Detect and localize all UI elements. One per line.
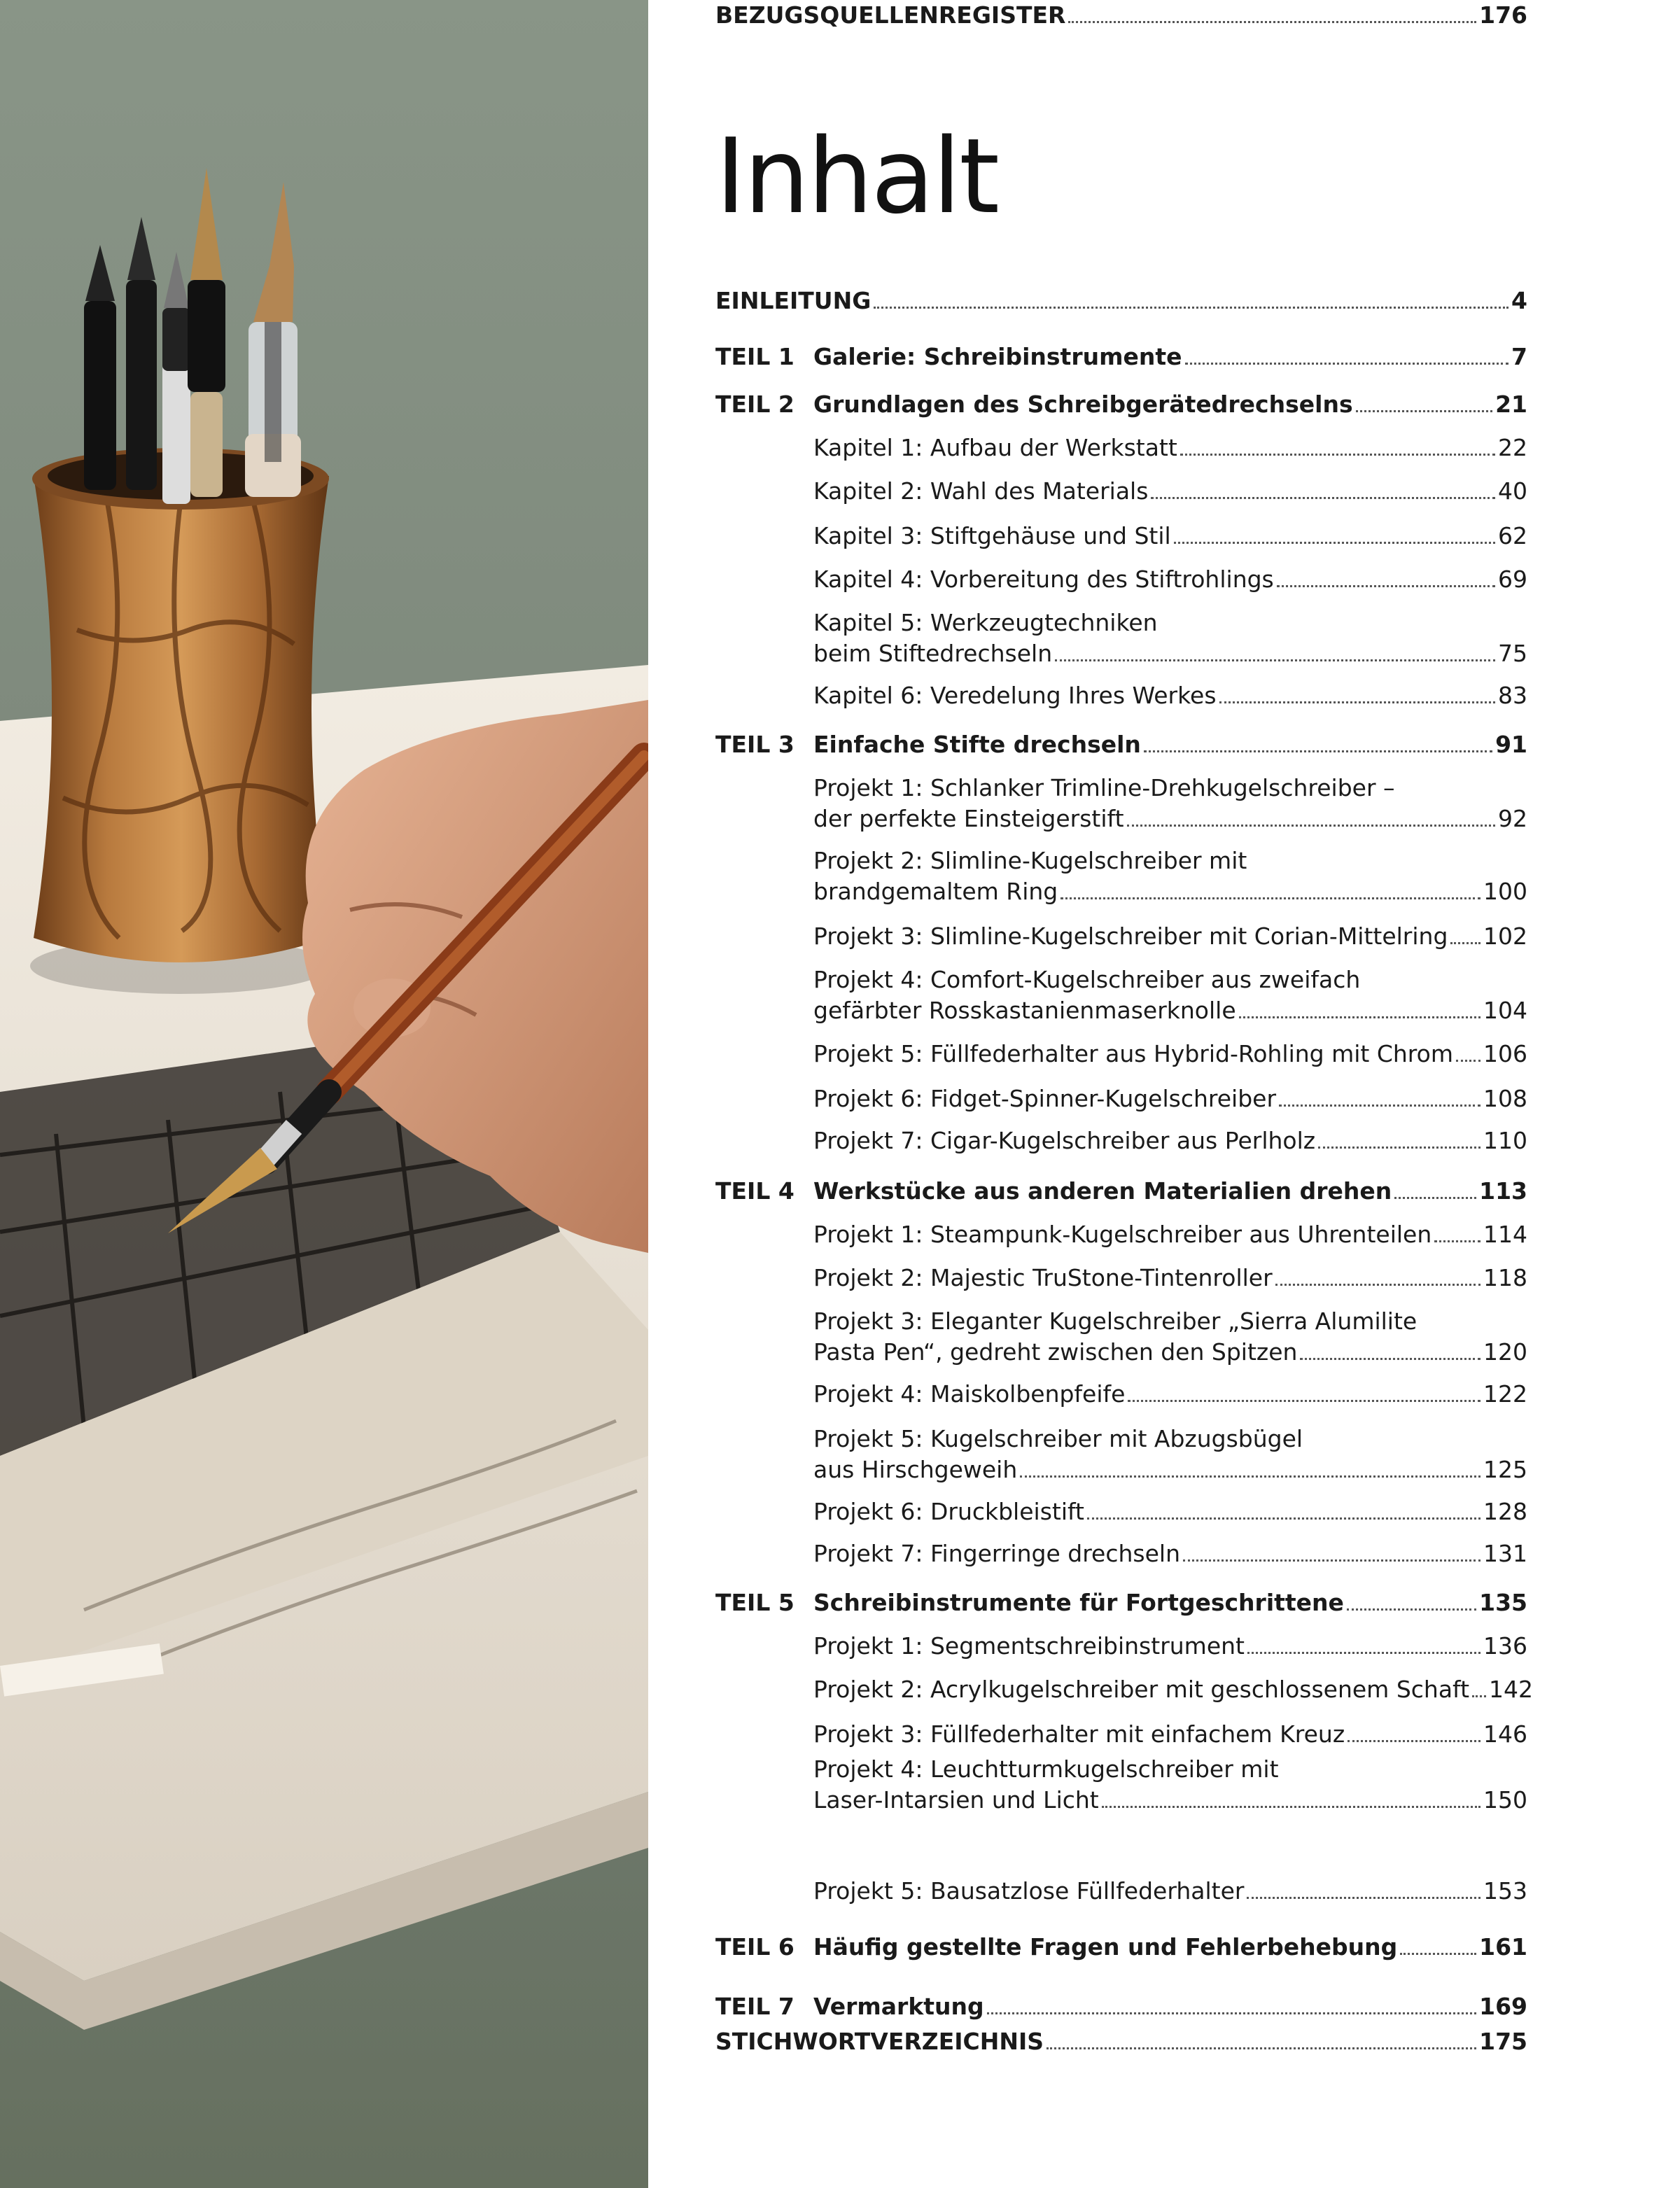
dot-leader xyxy=(1434,1240,1480,1242)
entry-title: Projekt 1: Segmentschreibinstrument xyxy=(813,1632,1245,1660)
entry-title: Projekt 7: Cigar-Kugelschreiber aus Perlholz xyxy=(813,1127,1316,1154)
page-number: 161 xyxy=(1479,1933,1527,1961)
entry-title: Galerie: Schreibinstrumente xyxy=(813,343,1182,370)
entry-title: Projekt 6: Druckbleistift xyxy=(813,1498,1084,1525)
page-number: 92 xyxy=(1498,805,1527,832)
page-number: 142 xyxy=(1489,1676,1534,1703)
page-number: 104 xyxy=(1483,997,1527,1024)
dot-leader xyxy=(1180,454,1495,456)
entry-title-line: Projekt 1: Schlanker Trimline-Drehkugelschreiber – xyxy=(813,774,1395,801)
entry-title: Werkstücke aus anderen Materialien drehen xyxy=(813,1177,1392,1205)
page-number: 75 xyxy=(1498,640,1527,667)
entry-title-line: Projekt 4: Leuchtturmkugelschreiber mit xyxy=(813,1755,1279,1783)
page-number: 113 xyxy=(1479,1177,1527,1205)
dot-leader xyxy=(1318,1146,1480,1149)
entry-title: Projekt 7: Fingerringe drechseln xyxy=(813,1540,1180,1567)
dot-leader xyxy=(1102,1806,1480,1808)
entry-title: Projekt 3: Füllfederhalter mit einfachem Kreuz xyxy=(813,1720,1345,1748)
page-number: 91 xyxy=(1495,731,1527,758)
part-label: TEIL 2 xyxy=(715,391,794,418)
part-label: TEIL 4 xyxy=(715,1177,794,1205)
page-number: 128 xyxy=(1483,1498,1527,1525)
part-label: TEIL 1 xyxy=(715,343,794,370)
page-number: 4 xyxy=(1511,287,1527,314)
dot-leader xyxy=(1219,701,1495,703)
photo-illustration xyxy=(0,0,648,2188)
dot-leader xyxy=(1275,1284,1480,1286)
dot-leader xyxy=(1394,1197,1476,1199)
entry-title: EINLEITUNG xyxy=(715,287,872,314)
dot-leader xyxy=(1087,1517,1480,1520)
entry-title: Projekt 5: Bausatzlose Füllfederhalter xyxy=(813,1877,1245,1905)
dot-leader xyxy=(987,2012,1476,2014)
cover-photo xyxy=(0,0,648,2188)
dot-leader xyxy=(1247,1897,1480,1899)
part-label: TEIL 6 xyxy=(715,1933,794,1961)
page-number: 118 xyxy=(1483,1264,1527,1291)
page-number: 125 xyxy=(1483,1456,1527,1483)
page-number: 169 xyxy=(1479,1993,1527,2020)
entry-title: BEZUGSQUELLENREGISTER xyxy=(715,1,1066,29)
page-number: 131 xyxy=(1483,1540,1527,1567)
page-number: 100 xyxy=(1483,878,1527,905)
dot-leader xyxy=(874,307,1508,309)
entry-title: Vermarktung xyxy=(813,1993,984,2020)
entry-title: Kapitel 1: Aufbau der Werkstatt xyxy=(813,434,1177,461)
page-number: 62 xyxy=(1498,522,1527,549)
page-number: 135 xyxy=(1479,1589,1527,1616)
dot-leader xyxy=(1277,585,1495,587)
page-number: 106 xyxy=(1483,1040,1527,1067)
dot-leader xyxy=(1456,1060,1480,1062)
entry-title-line: Projekt 4: Comfort-Kugelschreiber aus zweifach xyxy=(813,966,1361,993)
part-label: TEIL 5 xyxy=(715,1589,794,1616)
entry-title: Häufig gestellte Fragen und Fehlerbehebung xyxy=(813,1933,1398,1961)
entry-title: Projekt 5: Füllfederhalter aus Hybrid-Rohling mit Chrom xyxy=(813,1040,1453,1067)
page-number: 7 xyxy=(1511,343,1527,370)
dot-leader xyxy=(1300,1358,1480,1360)
entry-title: gefärbter Rosskastanienmaserknolle xyxy=(813,997,1236,1024)
entry-title: Projekt 2: Majestic TruStone-Tintenroller xyxy=(813,1264,1273,1291)
entry-title: Laser-Intarsien und Licht xyxy=(813,1786,1099,1814)
entry-title: Kapitel 6: Veredelung Ihres Werkes xyxy=(813,682,1217,709)
page-number: 146 xyxy=(1483,1720,1527,1748)
dot-leader xyxy=(1144,750,1492,752)
dot-leader xyxy=(1472,1695,1486,1697)
page-number: 21 xyxy=(1495,391,1527,418)
entry-title-line: Projekt 2: Slimline-Kugelschreiber mit xyxy=(813,847,1247,874)
entry-title: Kapitel 3: Stiftgehäuse und Stil xyxy=(813,522,1171,549)
dot-leader xyxy=(1450,942,1480,944)
page-number: 69 xyxy=(1498,566,1527,593)
table-of-contents xyxy=(715,0,1534,2188)
entry-title: Einfache Stifte drechseln xyxy=(813,731,1141,758)
page-number: 110 xyxy=(1483,1127,1527,1154)
part-label: TEIL 7 xyxy=(715,1993,794,2020)
entry-title: Kapitel 2: Wahl des Materials xyxy=(813,477,1149,505)
entry-title: brandgemaltem Ring xyxy=(813,878,1058,905)
page-number: 153 xyxy=(1483,1877,1527,1905)
dot-leader xyxy=(1247,1652,1480,1654)
dot-leader xyxy=(1068,21,1476,23)
entry-title: Kapitel 4: Vorbereitung des Stiftrohlings xyxy=(813,566,1274,593)
dot-leader xyxy=(1183,1559,1480,1562)
page-number: 122 xyxy=(1483,1380,1527,1408)
page-number: 136 xyxy=(1483,1632,1527,1660)
page-number: 175 xyxy=(1479,2028,1527,2055)
entry-title: Projekt 6: Fidget-Spinner-Kugelschreiber xyxy=(813,1085,1277,1112)
dot-leader xyxy=(1356,410,1492,412)
entry-title: beim Stiftedrechseln xyxy=(813,640,1053,667)
part-label: TEIL 3 xyxy=(715,731,794,758)
dot-leader xyxy=(1185,363,1509,365)
entry-title: Projekt 2: Acrylkugelschreiber mit geschlossenem Schaft xyxy=(813,1676,1470,1703)
dot-leader xyxy=(1348,1740,1480,1742)
entry-title: Grundlagen des Schreibgerätedrechselns xyxy=(813,391,1353,418)
entry-title: Pasta Pen“, gedreht zwischen den Spitzen xyxy=(813,1338,1298,1366)
dot-leader xyxy=(1400,1953,1476,1955)
page-number: 40 xyxy=(1498,477,1527,505)
entry-title-line: Projekt 3: Eleganter Kugelschreiber „Sierra Alumilite xyxy=(813,1307,1418,1335)
page-number: 150 xyxy=(1483,1786,1527,1814)
entry-title-line: Kapitel 5: Werkzeugtechniken xyxy=(813,609,1158,636)
entry-title: Schreibinstrumente für Fortgeschrittene xyxy=(813,1589,1344,1616)
dot-leader xyxy=(1046,2047,1476,2049)
dot-leader xyxy=(1060,897,1480,899)
entry-title: Projekt 1: Steampunk-Kugelschreiber aus Uhrenteilen xyxy=(813,1221,1432,1248)
page-number: 22 xyxy=(1498,434,1527,461)
entry-title: der perfekte Einsteigerstift xyxy=(813,805,1124,832)
dot-leader xyxy=(1020,1475,1480,1478)
page-number: 114 xyxy=(1483,1221,1527,1248)
entry-title: Projekt 3: Slimline-Kugelschreiber mit Corian-Mittelring xyxy=(813,923,1448,950)
pen-holder xyxy=(30,448,331,994)
entry-title-line: Projekt 5: Kugelschreiber mit Abzugsbügel xyxy=(813,1425,1303,1452)
page-title: Inhalt xyxy=(715,116,998,237)
dot-leader xyxy=(1279,1104,1480,1107)
entry-title: aus Hirschgeweih xyxy=(813,1456,1018,1483)
page-number: 83 xyxy=(1498,682,1527,709)
dot-leader xyxy=(1239,1016,1480,1018)
page-number: 176 xyxy=(1479,1,1527,29)
page-number: 108 xyxy=(1483,1085,1527,1112)
dot-leader xyxy=(1127,825,1495,827)
dot-leader xyxy=(1347,1608,1476,1611)
dot-leader xyxy=(1151,497,1495,499)
dot-leader xyxy=(1055,659,1495,661)
entry-title: Projekt 4: Maiskolbenpfeife xyxy=(813,1380,1126,1408)
dot-leader xyxy=(1128,1400,1480,1402)
entry-title: STICHWORTVERZEICHNIS xyxy=(715,2028,1044,2055)
page-number: 120 xyxy=(1483,1338,1527,1366)
page-number: 102 xyxy=(1483,923,1527,950)
dot-leader xyxy=(1174,542,1495,544)
